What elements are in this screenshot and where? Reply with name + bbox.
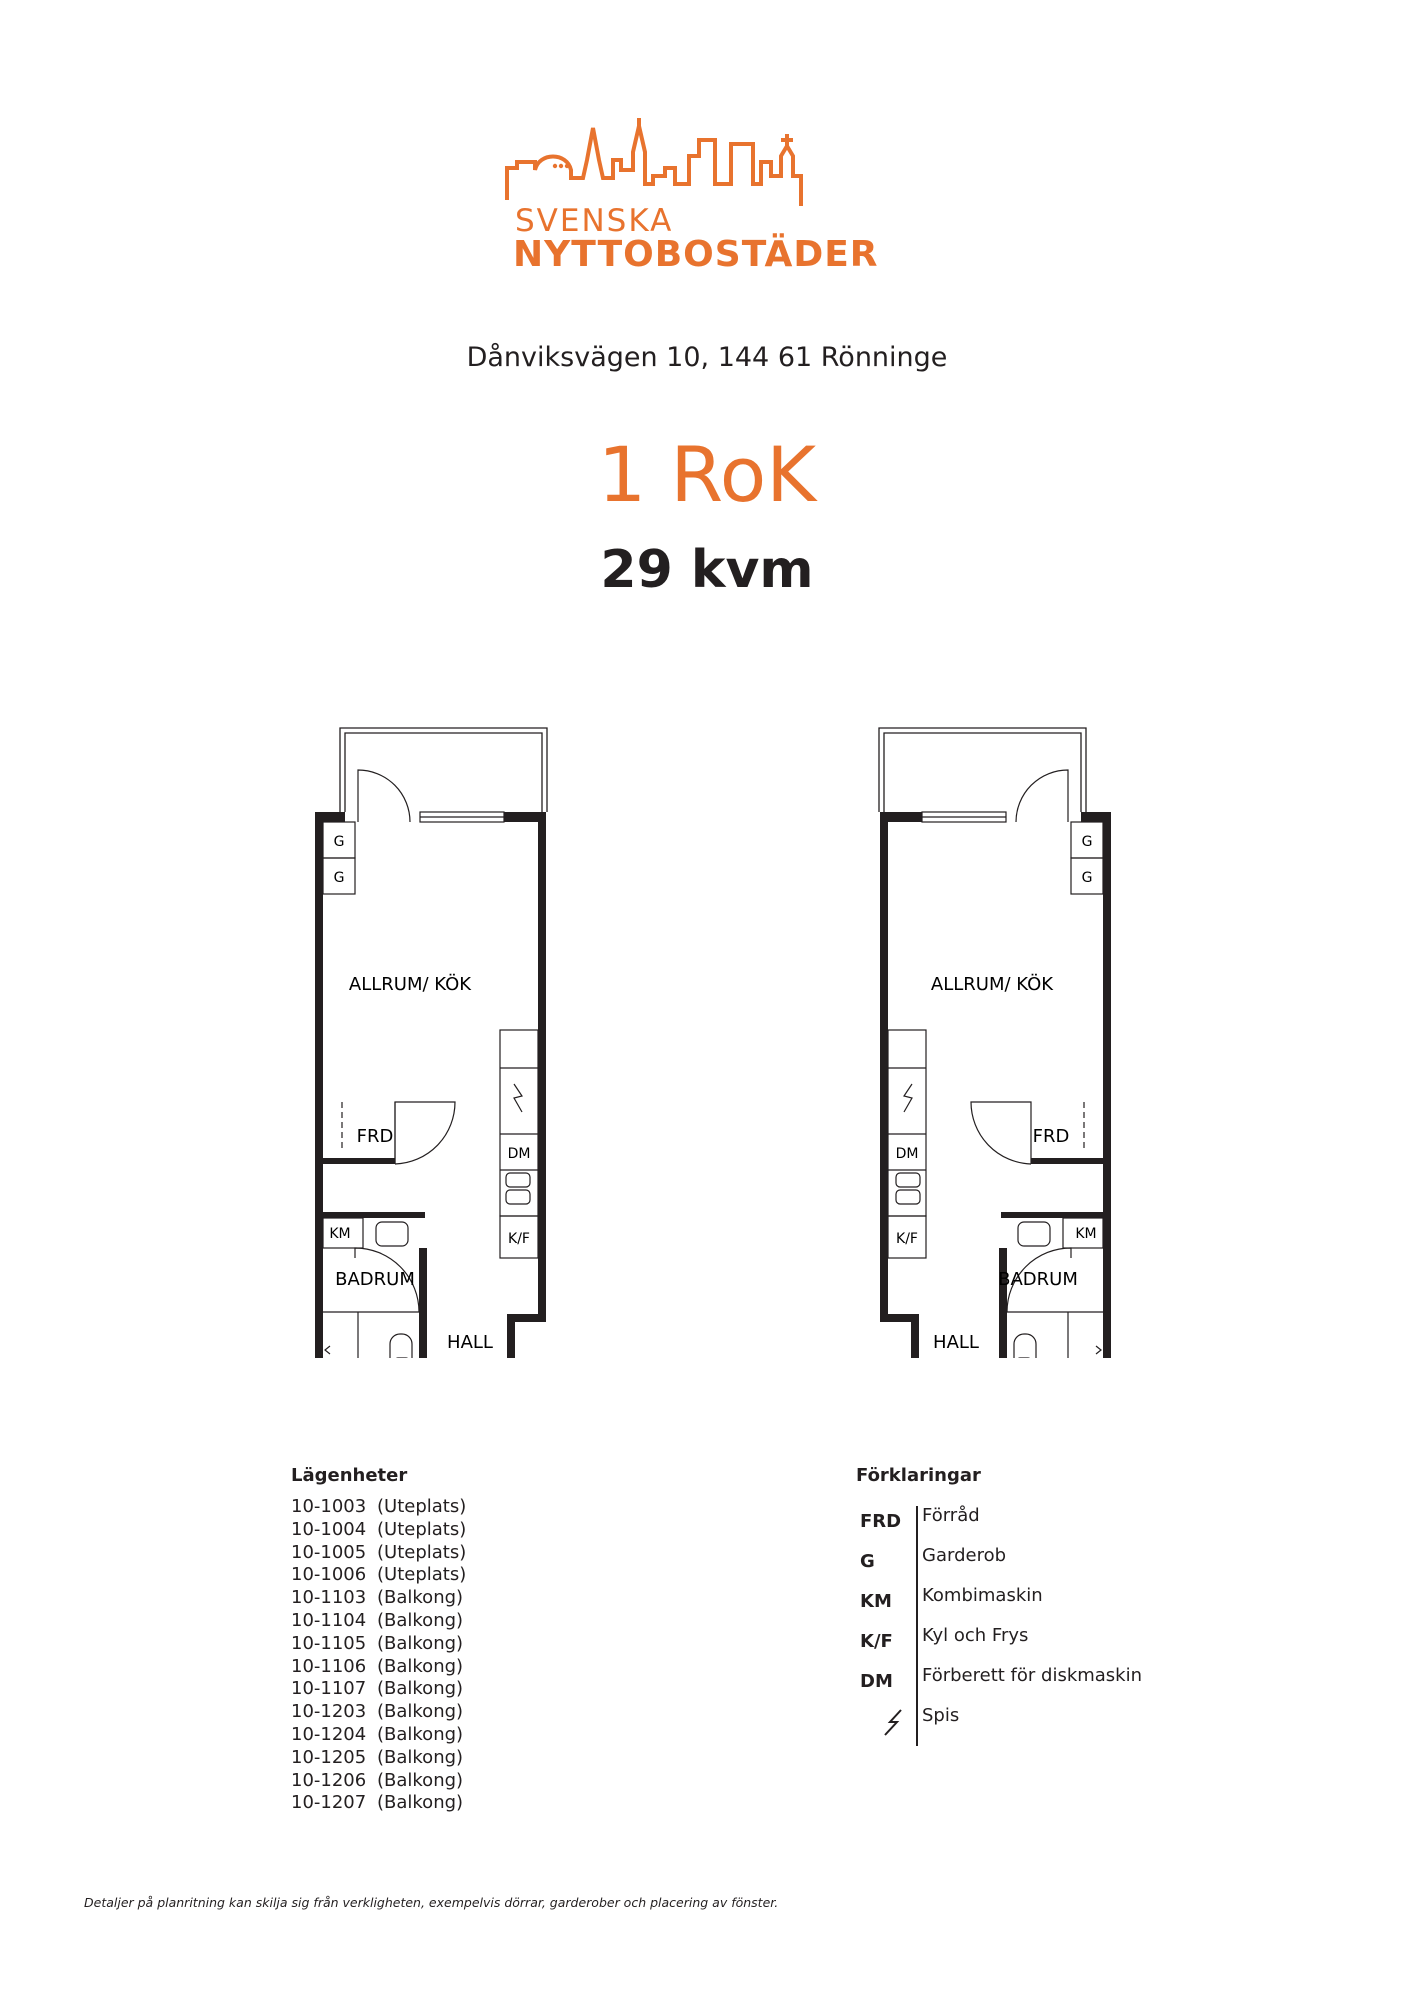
fridge-label: K/F xyxy=(896,1231,918,1247)
list-item xyxy=(291,1587,466,1610)
combi-label: KM xyxy=(1075,1226,1097,1242)
apartment-outdoor-type: (Balkong) xyxy=(377,1587,464,1609)
list-item xyxy=(291,1724,466,1747)
apartment-outdoor-type: (Uteplats) xyxy=(377,1564,467,1586)
apartment-number: 10-1205 xyxy=(291,1746,367,1768)
wardrobe-label: G xyxy=(333,834,345,850)
list-item xyxy=(291,1747,466,1770)
apartment-number: 10-1003 xyxy=(291,1496,367,1517)
apartment-outdoor-type: (Balkong) xyxy=(377,1609,464,1631)
legend-code: KM xyxy=(860,1591,892,1612)
apartment-outdoor-type: (Balkong) xyxy=(377,1723,464,1745)
apartment-outdoor-type: (Uteplats) xyxy=(377,1496,467,1517)
room-label-living: ALLRUM/ KÖK xyxy=(348,974,472,995)
dishwasher-label: DM xyxy=(507,1146,531,1162)
apartment-number: 10-1206 xyxy=(291,1769,367,1791)
legend-heading: Förklaringar xyxy=(856,1465,981,1486)
apartments-list xyxy=(291,1496,466,1815)
apartment-number: 10-1104 xyxy=(291,1609,367,1631)
room-label-bathroom: BADRUM xyxy=(335,1269,415,1290)
apartment-outdoor-type: (Balkong) xyxy=(377,1701,464,1723)
legend-code: K/F xyxy=(860,1631,893,1652)
legend-code: G xyxy=(860,1551,875,1572)
apartment-outdoor-type: (Balkong) xyxy=(377,1792,464,1814)
apartment-size: 29 kvm xyxy=(600,540,814,600)
apartment-number: 10-1004 xyxy=(291,1518,367,1540)
room-label-storage: FRD xyxy=(356,1126,394,1147)
fridge-label: K/F xyxy=(508,1231,530,1247)
apartment-outdoor-type: (Balkong) xyxy=(377,1632,464,1654)
legend-description: Förråd xyxy=(922,1505,980,1526)
floor-plan-right xyxy=(868,718,1118,1358)
legend-item xyxy=(856,1705,1256,1745)
list-item xyxy=(291,1656,466,1679)
apartment-number: 10-1006 xyxy=(291,1564,367,1586)
list-item xyxy=(291,1678,466,1701)
apartment-outdoor-type: (Balkong) xyxy=(377,1655,464,1677)
room-label-living: ALLRUM/ KÖK xyxy=(930,974,1054,995)
list-item xyxy=(291,1496,466,1519)
list-item xyxy=(291,1770,466,1793)
room-label-storage: FRD xyxy=(1032,1126,1070,1147)
dishwasher-label: DM xyxy=(895,1146,919,1162)
wardrobe-label: G xyxy=(1081,834,1093,850)
legend-item xyxy=(856,1665,1256,1705)
apartment-outdoor-type: (Balkong) xyxy=(377,1769,464,1791)
brand-name-line1: SVENSKA xyxy=(515,203,674,239)
legend-description: Kyl och Frys xyxy=(922,1625,1029,1646)
list-item xyxy=(291,1701,466,1724)
legend-description: Kombimaskin xyxy=(922,1585,1043,1606)
apartment-number: 10-1204 xyxy=(291,1723,367,1745)
legend-item xyxy=(856,1585,1256,1625)
apartment-outdoor-type: (Balkong) xyxy=(377,1746,464,1768)
apartment-number: 10-1103 xyxy=(291,1587,367,1609)
legend-description: Förberett för diskmaskin xyxy=(922,1665,1143,1686)
apartment-number: 10-1106 xyxy=(291,1655,367,1677)
apartments-heading: Lägenheter xyxy=(291,1465,408,1486)
legend-item xyxy=(856,1625,1256,1665)
floor-plan-left xyxy=(310,718,560,1358)
apartment-outdoor-type: (Uteplats) xyxy=(377,1518,467,1540)
legend-code: FRD xyxy=(860,1511,902,1532)
apartment-number: 10-1207 xyxy=(291,1792,367,1814)
apartment-type-title: 1 RoK xyxy=(597,430,817,519)
room-label-bathroom: BADRUM xyxy=(998,1269,1078,1290)
apartment-outdoor-type: (Uteplats) xyxy=(377,1541,467,1563)
list-item xyxy=(291,1792,466,1815)
lightning-icon xyxy=(868,1707,918,1737)
legend-description: Garderob xyxy=(922,1545,1007,1566)
combi-label: KM xyxy=(329,1226,351,1242)
list-item xyxy=(291,1564,466,1587)
apartment-number: 10-1105 xyxy=(291,1632,367,1654)
list-item xyxy=(291,1633,466,1656)
room-label-hall: HALL xyxy=(933,1332,979,1353)
legend-description: Spis xyxy=(922,1705,960,1726)
brand-name-line2: NYTTOBOSTÄDER xyxy=(513,234,879,275)
apartment-outdoor-type: (Balkong) xyxy=(377,1678,464,1700)
list-item xyxy=(291,1610,466,1633)
room-label-hall: HALL xyxy=(447,1332,493,1353)
address: Dånviksvägen 10, 144 61 Rönninge xyxy=(466,342,948,373)
apartment-number: 10-1107 xyxy=(291,1678,367,1700)
apartment-number: 10-1005 xyxy=(291,1541,367,1563)
wardrobe-label: G xyxy=(1081,870,1093,886)
wardrobe-label: G xyxy=(333,870,345,886)
apartment-number: 10-1203 xyxy=(291,1701,367,1723)
legend-item xyxy=(856,1505,1256,1545)
list-item xyxy=(291,1542,466,1565)
disclaimer: Detaljer på planritning kan skilja sig från verkligheten, exempelvis dörrar, garderober och placering av fönster. xyxy=(84,1895,779,1910)
legend-item xyxy=(856,1545,1256,1585)
list-item xyxy=(291,1519,466,1542)
legend-code: DM xyxy=(860,1671,893,1692)
